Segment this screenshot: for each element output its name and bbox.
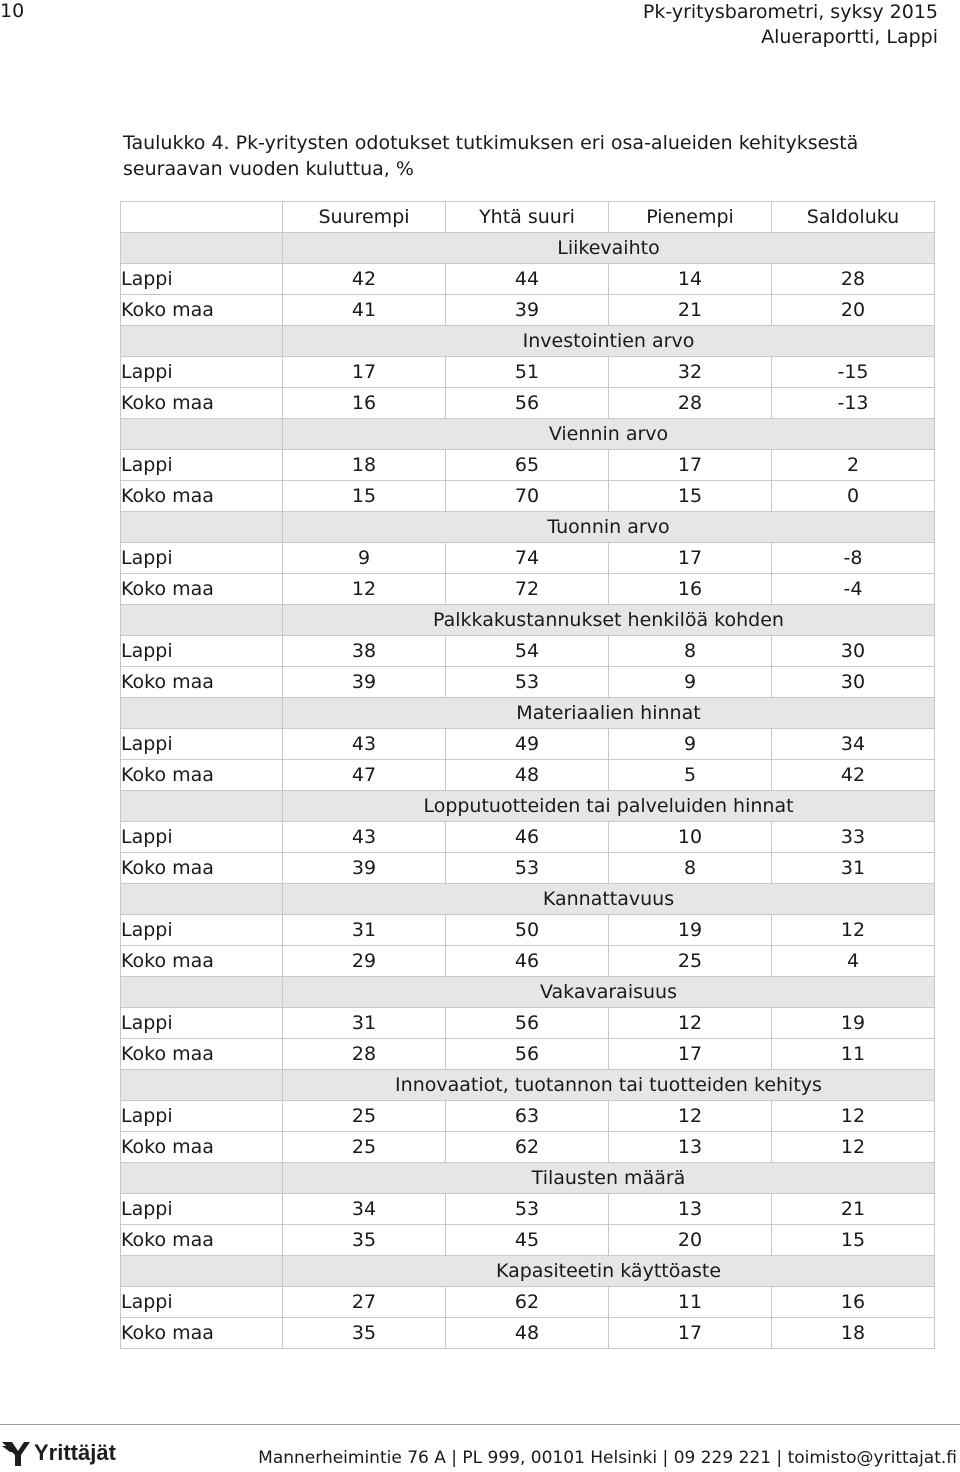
value-cell: 17	[609, 543, 772, 574]
value-cell: 18	[283, 450, 446, 481]
section-spacer-cell	[121, 419, 283, 450]
section-spacer-cell	[121, 1163, 283, 1194]
table-row	[121, 1132, 935, 1163]
table-row	[121, 295, 935, 326]
yrittajat-logo-icon	[0, 1438, 32, 1468]
value-cell: 5	[609, 760, 772, 791]
section-header-row	[121, 791, 935, 822]
value-cell: 25	[283, 1101, 446, 1132]
value-cell: 42	[283, 264, 446, 295]
value-cell: 19	[609, 915, 772, 946]
value-cell: 38	[283, 636, 446, 667]
column-header-row	[121, 202, 935, 233]
table-row	[121, 1318, 935, 1349]
row-label: Koko maa	[121, 760, 283, 791]
value-cell: 16	[772, 1287, 935, 1318]
page-number: 10	[0, 0, 25, 22]
table-body	[121, 233, 935, 1349]
value-cell: 48	[446, 1318, 609, 1349]
value-cell: 41	[283, 295, 446, 326]
row-label: Koko maa	[121, 667, 283, 698]
value-cell: 46	[446, 822, 609, 853]
value-cell: 15	[283, 481, 446, 512]
row-label: Koko maa	[121, 295, 283, 326]
row-label: Koko maa	[121, 853, 283, 884]
value-cell: 56	[446, 1039, 609, 1070]
section-header-row	[121, 1256, 935, 1287]
section-title: Investointien arvo	[283, 326, 935, 357]
value-cell: 20	[609, 1225, 772, 1256]
value-cell: -13	[772, 388, 935, 419]
value-cell: 51	[446, 357, 609, 388]
value-cell: 9	[609, 729, 772, 760]
value-cell: 29	[283, 946, 446, 977]
report-header-title: Pk-yritysbarometri, syksy 2015	[642, 1, 938, 23]
table-row	[121, 915, 935, 946]
value-cell: 53	[446, 1194, 609, 1225]
row-label: Koko maa	[121, 388, 283, 419]
row-label: Koko maa	[121, 574, 283, 605]
value-cell: 65	[446, 450, 609, 481]
value-cell: 13	[609, 1132, 772, 1163]
value-cell: 28	[609, 388, 772, 419]
logo-text: Yrittäjät	[34, 1440, 116, 1465]
table-row	[121, 450, 935, 481]
row-label: Lappi	[121, 1287, 283, 1318]
value-cell: -8	[772, 543, 935, 574]
value-cell: 9	[609, 667, 772, 698]
table-row	[121, 1008, 935, 1039]
value-cell: 2	[772, 450, 935, 481]
value-cell: 53	[446, 853, 609, 884]
footer-contact: Mannerheimintie 76 A | PL 999, 00101 Helsinki | 09 229 221 | toimisto@yrittajat.fi	[258, 1448, 957, 1468]
value-cell: 53	[446, 667, 609, 698]
section-spacer-cell	[121, 977, 283, 1008]
value-cell: 17	[609, 450, 772, 481]
yrittajat-logo	[0, 1436, 130, 1470]
section-header-row	[121, 233, 935, 264]
value-cell: 30	[772, 636, 935, 667]
table-row	[121, 853, 935, 884]
row-label: Lappi	[121, 822, 283, 853]
expectations-table	[120, 201, 935, 1349]
value-cell: 9	[283, 543, 446, 574]
value-cell: 35	[283, 1318, 446, 1349]
value-cell: 8	[609, 636, 772, 667]
value-cell: 72	[446, 574, 609, 605]
value-cell: 12	[609, 1101, 772, 1132]
table-row	[121, 1287, 935, 1318]
section-title: Palkkakustannukset henkilöä kohden	[283, 605, 935, 636]
section-spacer-cell	[121, 698, 283, 729]
column-header: Saldoluku	[772, 202, 935, 233]
value-cell: -15	[772, 357, 935, 388]
value-cell: 62	[446, 1287, 609, 1318]
value-cell: 30	[772, 667, 935, 698]
value-cell: 12	[772, 915, 935, 946]
value-cell: 45	[446, 1225, 609, 1256]
row-label: Lappi	[121, 1101, 283, 1132]
value-cell: 17	[283, 357, 446, 388]
value-cell: 17	[609, 1039, 772, 1070]
table-row	[121, 388, 935, 419]
section-spacer-cell	[121, 326, 283, 357]
row-label: Lappi	[121, 264, 283, 295]
section-header-row	[121, 512, 935, 543]
value-cell: 39	[283, 853, 446, 884]
table-row	[121, 729, 935, 760]
section-header-row	[121, 605, 935, 636]
value-cell: -4	[772, 574, 935, 605]
value-cell: 35	[283, 1225, 446, 1256]
value-cell: 34	[283, 1194, 446, 1225]
value-cell: 11	[609, 1287, 772, 1318]
value-cell: 46	[446, 946, 609, 977]
section-spacer-cell	[121, 605, 283, 636]
section-title: Viennin arvo	[283, 419, 935, 450]
table-row	[121, 481, 935, 512]
section-spacer-cell	[121, 884, 283, 915]
section-spacer-cell	[121, 1256, 283, 1287]
table-row	[121, 543, 935, 574]
table-row	[121, 1101, 935, 1132]
table-caption: Taulukko 4. Pk-yritysten odotukset tutkimuksen eri osa-alueiden kehityksestä seuraavan vuoden kuluttua, %	[123, 132, 859, 180]
table-row	[121, 574, 935, 605]
row-label: Koko maa	[121, 1039, 283, 1070]
row-label: Lappi	[121, 915, 283, 946]
value-cell: 39	[446, 295, 609, 326]
table-row	[121, 1225, 935, 1256]
value-cell: 21	[772, 1194, 935, 1225]
value-cell: 18	[772, 1318, 935, 1349]
value-cell: 16	[609, 574, 772, 605]
section-title: Lopputuotteiden tai palveluiden hinnat	[283, 791, 935, 822]
value-cell: 13	[609, 1194, 772, 1225]
section-title: Tilausten määrä	[283, 1163, 935, 1194]
value-cell: 34	[772, 729, 935, 760]
value-cell: 21	[609, 295, 772, 326]
row-label: Koko maa	[121, 946, 283, 977]
column-header: Yhtä suuri	[446, 202, 609, 233]
value-cell: 20	[772, 295, 935, 326]
value-cell: 25	[609, 946, 772, 977]
table-header	[121, 202, 935, 233]
value-cell: 12	[772, 1101, 935, 1132]
value-cell: 47	[283, 760, 446, 791]
value-cell: 25	[283, 1132, 446, 1163]
value-cell: 0	[772, 481, 935, 512]
section-spacer-cell	[121, 791, 283, 822]
table-row	[121, 760, 935, 791]
section-header-row	[121, 884, 935, 915]
value-cell: 28	[283, 1039, 446, 1070]
section-header-row	[121, 419, 935, 450]
table-row	[121, 946, 935, 977]
row-label: Lappi	[121, 729, 283, 760]
value-cell: 44	[446, 264, 609, 295]
column-header: Suurempi	[283, 202, 446, 233]
value-cell: 54	[446, 636, 609, 667]
section-header-row	[121, 698, 935, 729]
row-label: Lappi	[121, 636, 283, 667]
report-header-subtitle: Alueraportti, Lappi	[761, 26, 938, 48]
table-row	[121, 357, 935, 388]
value-cell: 15	[609, 481, 772, 512]
value-cell: 31	[283, 915, 446, 946]
value-cell: 31	[772, 853, 935, 884]
section-header-row	[121, 326, 935, 357]
table-row	[121, 667, 935, 698]
value-cell: 49	[446, 729, 609, 760]
value-cell: 17	[609, 1318, 772, 1349]
value-cell: 27	[283, 1287, 446, 1318]
section-spacer-cell	[121, 512, 283, 543]
value-cell: 10	[609, 822, 772, 853]
section-title: Kannattavuus	[283, 884, 935, 915]
section-header-row	[121, 1163, 935, 1194]
value-cell: 32	[609, 357, 772, 388]
row-label: Lappi	[121, 543, 283, 574]
value-cell: 14	[609, 264, 772, 295]
row-label: Lappi	[121, 357, 283, 388]
row-label: Lappi	[121, 1008, 283, 1039]
row-label: Lappi	[121, 450, 283, 481]
column-header: Pienempi	[609, 202, 772, 233]
table-row	[121, 1194, 935, 1225]
row-label: Lappi	[121, 1194, 283, 1225]
value-cell: 12	[772, 1132, 935, 1163]
section-title: Tuonnin arvo	[283, 512, 935, 543]
row-label: Koko maa	[121, 1225, 283, 1256]
column-header-empty	[121, 202, 283, 233]
value-cell: 56	[446, 388, 609, 419]
value-cell: 50	[446, 915, 609, 946]
value-cell: 19	[772, 1008, 935, 1039]
value-cell: 4	[772, 946, 935, 977]
section-title: Materiaalien hinnat	[283, 698, 935, 729]
value-cell: 8	[609, 853, 772, 884]
row-label: Koko maa	[121, 1318, 283, 1349]
section-spacer-cell	[121, 233, 283, 264]
section-title: Vakavaraisuus	[283, 977, 935, 1008]
section-header-row	[121, 1070, 935, 1101]
value-cell: 12	[609, 1008, 772, 1039]
table-row	[121, 822, 935, 853]
table-row	[121, 1039, 935, 1070]
value-cell: 63	[446, 1101, 609, 1132]
section-header-row	[121, 977, 935, 1008]
value-cell: 43	[283, 822, 446, 853]
value-cell: 28	[772, 264, 935, 295]
value-cell: 74	[446, 543, 609, 574]
value-cell: 12	[283, 574, 446, 605]
table-row	[121, 264, 935, 295]
section-title: Kapasiteetin käyttöaste	[283, 1256, 935, 1287]
value-cell: 39	[283, 667, 446, 698]
value-cell: 48	[446, 760, 609, 791]
value-cell: 56	[446, 1008, 609, 1039]
value-cell: 16	[283, 388, 446, 419]
value-cell: 62	[446, 1132, 609, 1163]
section-spacer-cell	[121, 1070, 283, 1101]
report-header	[643, 0, 938, 50]
section-title: Liikevaihto	[283, 233, 935, 264]
section-title: Innovaatiot, tuotannon tai tuotteiden kehitys	[283, 1070, 935, 1101]
row-label: Koko maa	[121, 1132, 283, 1163]
value-cell: 33	[772, 822, 935, 853]
footer-divider	[0, 1424, 960, 1425]
value-cell: 42	[772, 760, 935, 791]
value-cell: 11	[772, 1039, 935, 1070]
value-cell: 15	[772, 1225, 935, 1256]
value-cell: 31	[283, 1008, 446, 1039]
table-row	[121, 636, 935, 667]
value-cell: 70	[446, 481, 609, 512]
value-cell: 43	[283, 729, 446, 760]
row-label: Koko maa	[121, 481, 283, 512]
